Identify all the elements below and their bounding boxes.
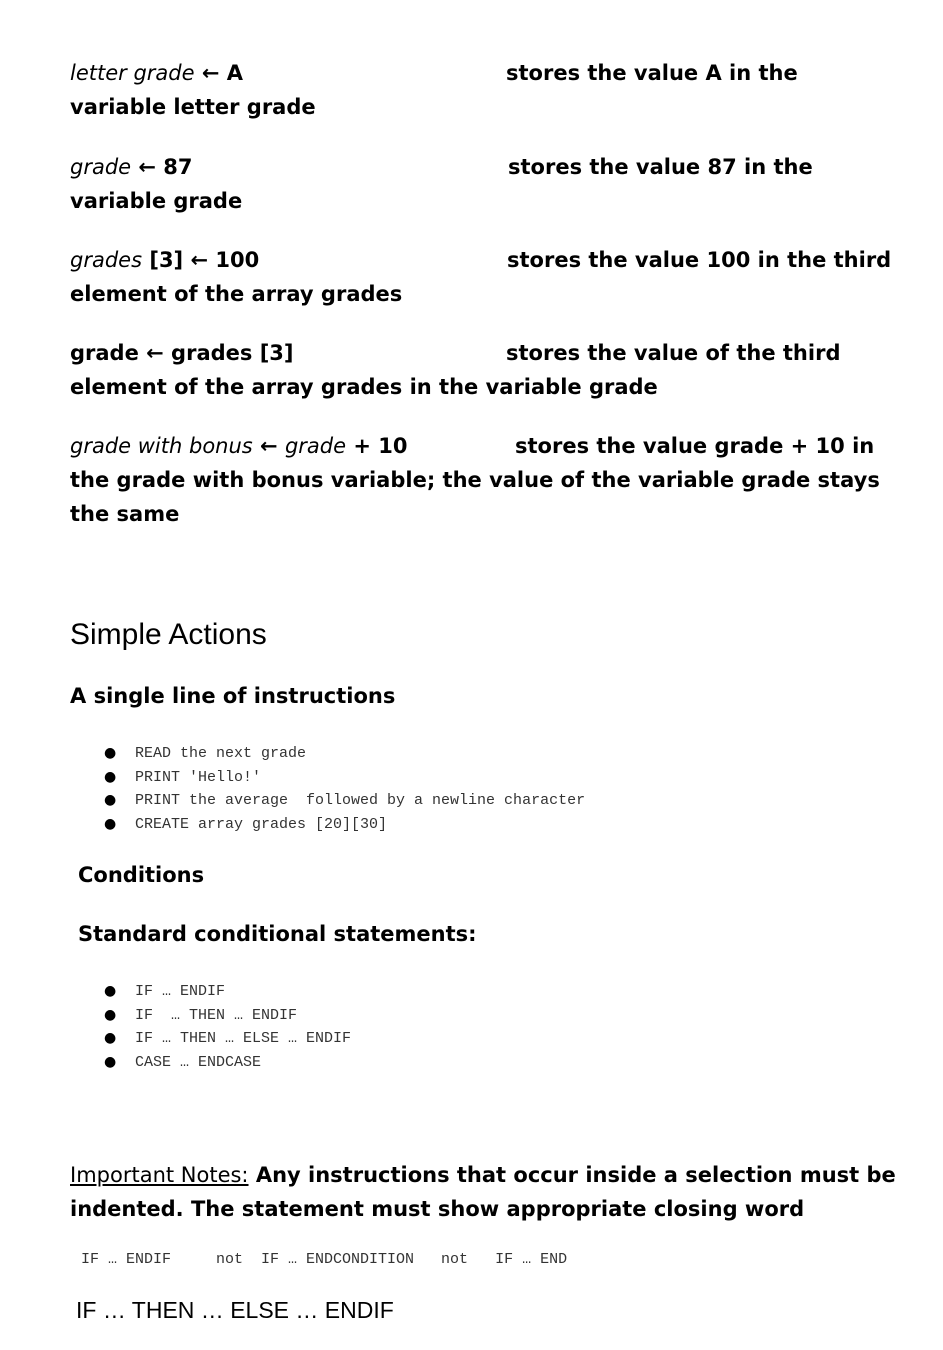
bullet-icon: ● [104,1053,117,1070]
list-item [70,980,351,1004]
list-item-text: PRINT 'Hello!' [135,768,262,786]
assignment-description-cont: element of the array grades in the variable grade [70,375,658,399]
conditions-list [70,980,351,1074]
bullet-icon: ● [104,815,117,832]
list-item [70,766,585,790]
important-notes [70,1158,900,1226]
list-item-text: READ the next grade [135,745,307,762]
assignment-lhs-italic: letter grade [70,61,195,85]
list-item [70,1004,351,1028]
list-item [70,1027,351,1051]
important-notes-label: Important Notes: [70,1163,249,1187]
list-item [70,813,585,837]
assignment-description: stores the value 100 in the third [507,248,892,272]
list-item-text: CREATE array grades [20][30] [135,815,388,833]
assignment-lhs-rest: + 10 [346,434,408,458]
assignment-lhs-italic: grade with bonus [70,434,253,458]
bullet-icon: ● [104,792,117,808]
assignment-lhs-italic: grades [70,248,143,272]
assignment-arrow: ← [252,434,285,458]
assignment-lhs-italic: grade [70,155,132,179]
assignment-grades-array [70,243,900,311]
closing-word-example: IF … ENDIF not IF … ENDCONDITION not IF … END [81,1251,568,1268]
simple-actions-list [70,742,585,836]
assignment-description: stores the value of the third [506,341,841,365]
assignment-description: stores the value grade + 10 in [515,434,875,458]
assignment-grade-from-array [70,336,900,404]
assignment-grade [70,150,900,218]
bullet-icon: ● [104,768,117,785]
list-item-text: IF … ENDIF [135,983,226,1000]
list-item [70,789,585,813]
assignment-description-cont: element of the array grades [70,282,403,306]
section-heading-simple-actions: Simple Actions [70,618,267,651]
bullet-icon: ● [104,1030,117,1046]
list-item-text: CASE … ENDCASE [135,1053,262,1071]
list-item-text: PRINT the average followed by a newline character [135,792,586,809]
assignment-description: stores the value A in the [506,61,798,85]
list-item-text: IF … THEN … ELSE … ENDIF [135,1030,352,1047]
assignment-letter-grade [70,56,900,124]
list-item [70,1051,351,1075]
assignment-lhs-rest: ← A [194,61,244,85]
final-example-line: IF … THEN … ELSE … ENDIF [76,1297,394,1323]
assignment-lhs-rest: [3] ← 100 [142,248,260,272]
assignment-lhs-rest: ← 87 [131,155,193,179]
list-item [70,742,585,766]
assignment-description-cont: variable grade [70,189,243,213]
subheading-conditional-statements: Standard conditional statements: [78,922,477,946]
assignment-lhs-rest: grade ← grades [3] [70,341,294,365]
list-item-text: IF … THEN … ENDIF [135,1006,298,1024]
assignment-lhs-italic-2: grade [284,434,347,458]
assignment-description-cont: variable letter grade [70,95,316,119]
subheading-single-line: A single line of instructions [70,684,396,708]
assignment-description-line3: the same [70,502,180,526]
heading-conditions: Conditions [78,863,205,887]
assignment-description: stores the value 87 in the [508,155,813,179]
bullet-icon: ● [104,983,117,999]
bullet-icon: ● [104,745,117,761]
important-notes-text: Any instructions that occur inside a selection must be indented. The statement must show appropriate closing word [70,1163,896,1221]
bullet-icon: ● [104,1006,117,1023]
assignment-grade-with-bonus [70,429,900,531]
assignment-description-line2: the grade with bonus variable; the value of the variable grade stays [70,468,880,492]
